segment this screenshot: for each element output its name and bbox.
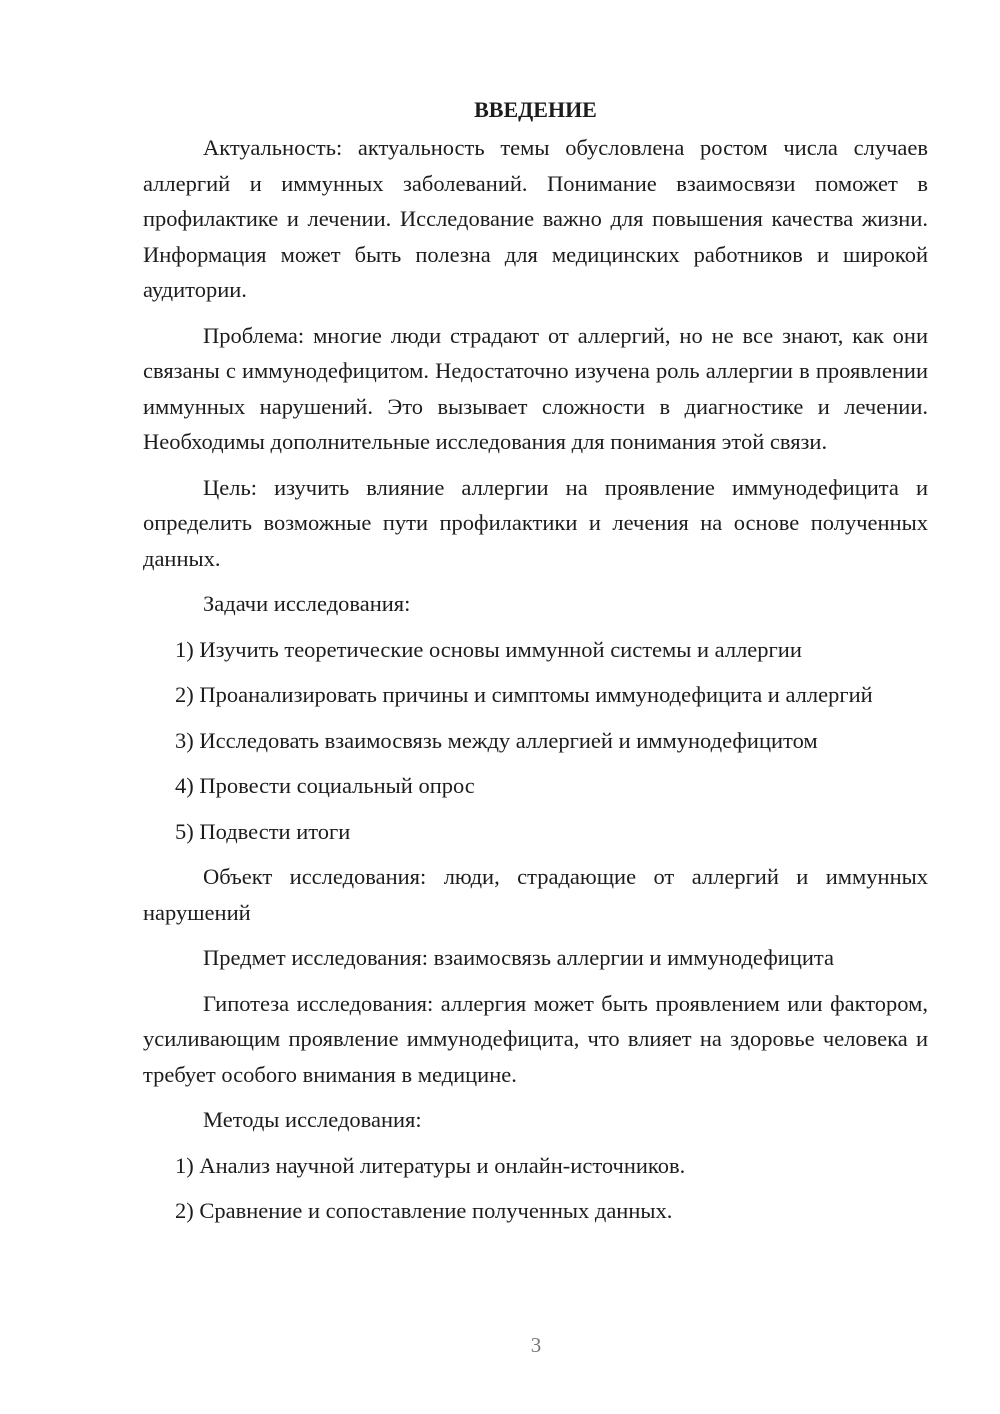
goal-paragraph: Цель: изучить влияние аллергии на проявление иммунодефицита и определить возможные пути профилактики и лечения на основе полученных данных. xyxy=(143,474,928,571)
subject-paragraph: Предмет исследования: взаимосвязь аллергии и иммунодефицита xyxy=(203,945,834,970)
task-item-2: 2) Проанализировать причины и симптомы иммунодефицита и аллергий xyxy=(175,682,873,707)
page-number: 3 xyxy=(530,1333,542,1357)
hypothesis-paragraph: Гипотеза исследования: аллергия может быть проявлением или фактором, усиливающим проявление иммунодефицита, что влияет на здоровье человека и требует особого внимания в медицине. xyxy=(143,990,928,1087)
task-item-5: 5) Подвести итоги xyxy=(175,818,351,844)
method-item-2: 2) Сравнение и сопоставление полученных данных. xyxy=(175,1198,673,1223)
methods-title: Методы исследования: xyxy=(203,1107,422,1132)
task-item-4: 4) Провести социальный опрос xyxy=(175,773,475,798)
section-heading: ВВЕДЕНИЕ xyxy=(474,97,597,122)
problem-paragraph: Проблема: многие люди страдают от аллергий, но не все знают, как они связаны с иммунодефицитом. Недостаточно изучена роль аллергии в проявлении иммунных нарушений. Это вызывает сложности в диагностике и лечении. Необходимы дополнительные исследования для понимания этой связи. xyxy=(143,322,928,454)
tasks-title: Задачи исследования: xyxy=(203,591,411,616)
page-content xyxy=(143,92,928,1239)
task-item-1: 1) Изучить теоретические основы иммунной системы и аллергии xyxy=(175,636,802,662)
task-item-3: 3) Исследовать взаимосвязь между аллергией и иммунодефицитом xyxy=(175,727,818,753)
method-item-1: 1) Анализ научной литературы и онлайн-источников. xyxy=(175,1152,686,1178)
relevance-paragraph: Актуальность: актуальность темы обусловлена ростом числа случаев аллергий и иммунных заболеваний. Понимание взаимосвязи поможет в профилактике и лечении. Исследование важно для повышения качества жизни. Информация может быть полезна для медицинских работников и широкой аудитории. xyxy=(143,135,928,302)
object-paragraph: Объект исследования: люди, страдающие от аллергий и иммунных нарушений xyxy=(143,864,928,925)
